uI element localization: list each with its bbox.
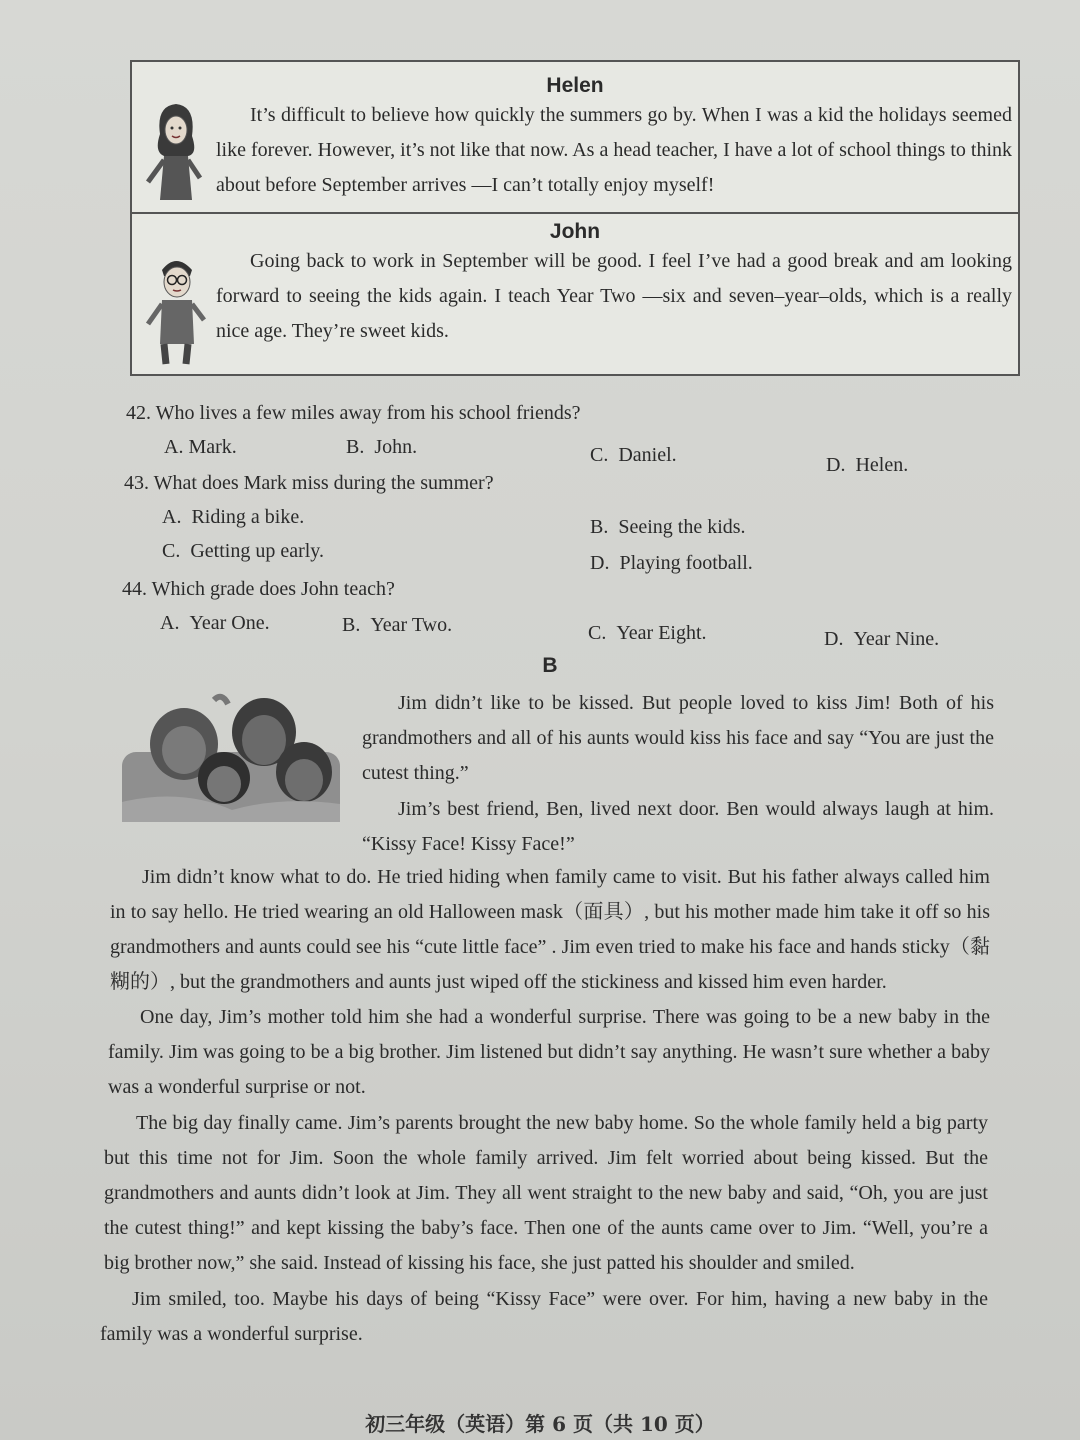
john-text: Going back to work in September will be good. I feel I’ve had a good break and am looking forward to seeing the kids again. I teach Year Two —six and seven–year–olds, which is a really nice age. They’re sweet kids. [216,250,1012,342]
option-b[interactable]: B. John. [346,436,418,458]
option-c[interactable]: C. Daniel. [590,444,677,466]
teacher-box [130,60,1020,376]
helen-name: Helen [546,74,604,97]
option-d[interactable]: D. Helen. [826,454,909,476]
helen-section [132,62,1018,214]
paragraph-4: One day, Jim’s mother told him she had a wonderful surprise. There was going to be a new baby in the family. Jim was going to be a big brother. Jim listened but didn’t say anything. He wasn’t sure whether a baby was a wonderful surprise or not. [108,1006,990,1098]
option-c[interactable]: C. Year Eight. [588,622,707,644]
option-a[interactable]: A. Mark. [164,436,237,458]
family-illustration [122,692,340,822]
option-d[interactable]: D. Playing football. [590,552,753,574]
helen-illustration [142,94,210,204]
question-prompt: Who lives a few miles away from his school friends? [155,402,581,424]
question-number: 42. [126,402,151,424]
question-prompt: Which grade does John teach? [151,578,395,600]
question-text [124,472,494,495]
paragraph-6: Jim smiled, too. Maybe his days of being “Kissy Face” were over. For him, having a new baby in the family was a wonderful surprise. [100,1288,988,1345]
option-b[interactable]: B. Seeing the kids. [590,516,746,538]
paragraph-3: Jim didn’t know what to do. He tried hiding when family came to visit. But his father always called him in to say hello. He tried wearing an old Halloween mask（面具）, but his mother made him take it off so his grandmothers and aunts could see his “cute little face” . Jim even tried to make his face and hands sticky（黏糊的）, but the grandmothers and aunts just wiped off the stickiness and kissed him even harder. [110,866,990,993]
option-a[interactable]: A. Riding a bike. [162,506,305,528]
question-prompt: What does Mark miss during the summer? [153,472,494,494]
option-a[interactable]: A. Year One. [160,612,270,634]
option-d[interactable]: D. Year Nine. [824,628,940,650]
question-number: 44. [122,578,147,600]
section-b-label: B [542,654,558,677]
paragraph-2: Jim’s best friend, Ben, lived next door. Ben would always laugh at him. “Kissy Face! Kissy Face!” [362,798,994,855]
question-number: 43. [124,472,149,494]
paragraph-1: Jim didn’t like to be kissed. But people loved to kiss Jim! Both of his grandmothers and all of his aunts would kiss his face and say “You are just the cutest thing.” [362,692,994,784]
paragraph-5: The big day finally came. Jim’s parents brought the new baby home. So the whole family held a big party but this time not for Jim. Soon the whole family arrived. Jim felt worried about being kissed. But the grandmothers and aunts didn’t look at Jim. They all went straight to the new baby and said, “Oh, you are just the cutest thing!” and kept kissing the baby’s face. Then one of the aunts came over to Jim. “Well, you’re a big brother now,” she said. Instead of kissing his face, she just patted his shoulder and smiled. [104,1112,988,1274]
page-footer: 初三年级（英语）第 6 页（共 10 页） [365,1412,715,1436]
question-text [126,402,581,425]
question-text [122,578,395,601]
option-b[interactable]: B. Year Two. [342,614,453,636]
john-name: John [549,220,601,243]
john-section [132,214,1018,374]
helen-text: It’s difficult to believe how quickly the summers go by. When I was a kid the holidays seemed like forever. However, it’s not like that now. As a head teacher, I have a lot of school things to think about before September arrives —I can’t totally enjoy myself! [216,104,1012,196]
john-illustration [142,248,210,366]
option-c[interactable]: C. Getting up early. [162,540,325,562]
